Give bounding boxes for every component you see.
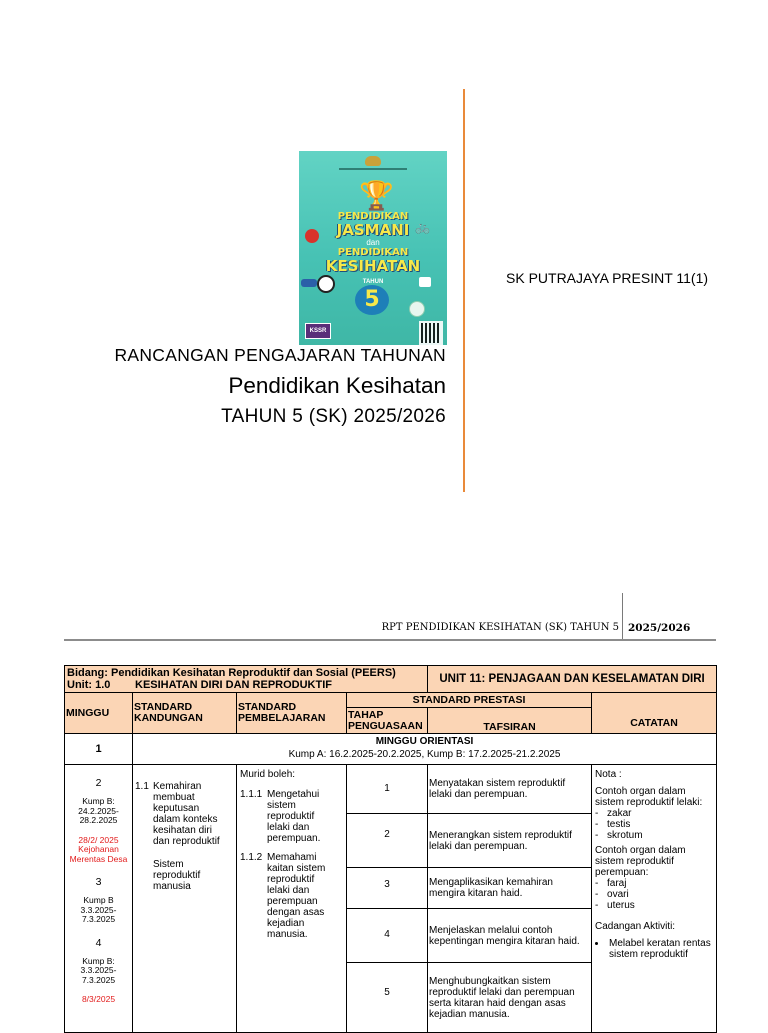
header-row-1: [65, 693, 717, 708]
list-item: - uterus: [595, 900, 713, 911]
qr-code-icon: [419, 321, 443, 345]
cover-title-line3: PENDIDIKAN: [337, 247, 409, 258]
tafsiran-1: Menyatakan sistem reproduktif lelaki dan perempuan.: [428, 765, 592, 814]
bidang-cell: [65, 666, 428, 693]
sp-number: 1.1.1: [240, 789, 263, 800]
sp-item: [240, 789, 344, 844]
list-item: - ovari: [595, 889, 713, 900]
catatan-female-intro: Contoh organ dalam sistem reproduktif perempuan:: [595, 845, 686, 878]
bicycle-icon: 🚲: [415, 220, 430, 234]
orientation-title: MINGGU ORIENTASI: [375, 735, 474, 747]
orientation-week: 1: [65, 734, 133, 765]
rpt-table: [64, 665, 717, 1033]
week-4-dates: Kump B: 3.3.2025- 7.3.2025: [80, 955, 117, 985]
header-standard-kandungan: STANDARD KANDUNGAN: [133, 693, 237, 734]
list-item: - skrotum: [595, 830, 713, 841]
tp-5: 5: [347, 963, 428, 1033]
cover-title-line4: KESIHATAN: [325, 257, 421, 275]
book-cover-image: [299, 151, 447, 345]
week-4-event: 8/3/2025: [81, 994, 116, 1004]
unit-line: [67, 679, 425, 691]
list-item: - zakar: [595, 808, 713, 819]
tafsiran-3: Mengaplikasikan kemahiran mengira kitaran haid.: [428, 868, 592, 909]
shoe-icon: [301, 279, 317, 287]
ministry-strip: [339, 168, 407, 170]
sk-number: 1.1: [135, 781, 149, 792]
crest-icon: [365, 156, 381, 166]
cover-title-dan: dan: [366, 238, 380, 247]
sp-item: [240, 852, 344, 940]
unit-code: Unit: 1.0: [67, 679, 111, 691]
header-tafsiran: TAFSIRAN: [428, 708, 592, 734]
cover-year-badge: 5: [355, 285, 389, 315]
male-organ-list: [595, 808, 713, 841]
list-item: - faraj: [595, 878, 713, 889]
page-header-title: RPT PENDIDIKAN KESIHATAN (SK) TAHUN 5: [381, 622, 619, 633]
header-catatan: CATATAN: [592, 693, 717, 734]
week-2: 2: [95, 777, 102, 789]
week-4: 4: [95, 936, 102, 949]
catatan-cell: [592, 765, 717, 1033]
sk-topic: Sistem reproduktif manusia: [153, 859, 201, 892]
week-2-dates: Kump B: 24.2.2025- 28.2.2025: [78, 796, 119, 825]
sp-number: 1.1.2: [240, 852, 263, 863]
standard-kandungan-cell: [133, 765, 237, 1033]
catatan-male-intro: Contoh organ dalam sistem reproduktif lelaki:: [595, 786, 703, 808]
ball-icon: [409, 301, 425, 317]
tafsiran-4: Menjelaskan melalui contoh kepentingan mengira kitaran haid.: [428, 909, 592, 963]
sp-intro: Murid boleh:: [240, 769, 296, 780]
document-title: RANCANGAN PENGAJARAN TAHUNAN: [114, 345, 446, 365]
first-aid-icon: [419, 277, 431, 287]
sp-text: Memahami kaitan sistem reproduktif lelaki dan perempuan dengan asas kejadian manusia.: [267, 852, 326, 940]
school-name: SK PUTRAJAYA PRESINT 11(1): [506, 270, 709, 286]
header-minggu: MINGGU: [65, 693, 133, 734]
prestasi-row-1: [65, 765, 717, 814]
standard-pembelajaran-cell: [237, 765, 347, 1033]
header-standard-prestasi: STANDARD PRESTASI: [347, 693, 592, 708]
header-tahap-penguasaan: TAHAP PENGUASAAN: [347, 708, 428, 734]
aktiviti-list: [595, 938, 713, 960]
trophy-icon: 🏆: [359, 180, 394, 211]
sk-item: [135, 781, 234, 847]
sp-text: Mengetahui sistem reproduktif lelaki dan perempuan.: [267, 789, 321, 844]
page-header-year: 2025/2026: [628, 622, 691, 634]
cover-divider: [463, 89, 465, 492]
orientation-dates: Kump A: 16.2.2025-20.2.2025, Kump B: 17.2.2025-21.2.2025: [288, 748, 561, 760]
tp-4: 4: [347, 909, 428, 963]
cover-title-line1: PENDIDIKAN: [337, 211, 409, 222]
football-icon: [317, 275, 335, 293]
cover-title-line2: JASMANI: [336, 221, 410, 239]
orientation-row: [65, 734, 717, 765]
week-2-event: 28/2/ 2025 Kejohanan Merentas Desa: [69, 834, 128, 864]
unit-header-row: [65, 666, 717, 693]
weeks-cell: [65, 765, 133, 1033]
tp-2: 2: [347, 814, 428, 868]
orientation-cell: [133, 734, 717, 765]
tafsiran-5: Menghubungkaitkan sistem reproduktif lelaki dan perempuan serta kitaran haid dengan asas kejadian manusia.: [428, 963, 592, 1033]
week-3-dates: Kump B 3.3.2025- 7.3.2025: [80, 895, 117, 924]
subject-title: Pendidikan Kesihatan: [228, 373, 446, 398]
tp-3: 3: [347, 868, 428, 909]
catatan-nota: Nota :: [595, 769, 622, 780]
year-title: TAHUN 5 (SK) 2025/2026: [221, 406, 446, 427]
page-header-separator: [622, 593, 623, 639]
bidang-line: Bidang: Pendidikan Kesihatan Reproduktif dan Sosial (PEERS): [67, 667, 396, 679]
kssr-logo: KSSR: [305, 323, 331, 339]
female-organ-list: [595, 878, 713, 911]
unit-title: KESIHATAN DIRI DAN REPRODUKTIF: [135, 679, 332, 691]
tp-1: 1: [347, 765, 428, 814]
page-header-rule: [64, 639, 716, 641]
cover-year-label: TAHUN: [362, 279, 384, 285]
week-3: 3: [95, 876, 102, 888]
list-item: • Melabel keratan rentas sistem reproduktif: [607, 938, 713, 960]
sk-text: Kemahiran membuat keputusan dalam konteks kesihatan diri dan reproduktif: [153, 781, 220, 847]
unit-right-cell: UNIT 11: PENJAGAAN DAN KESELAMATAN DIRI: [428, 666, 717, 693]
tafsiran-2: Menerangkan sistem reproduktif lelaki dan perempuan.: [428, 814, 592, 868]
list-item: - testis: [595, 819, 713, 830]
header-standard-pembelajaran: STANDARD PEMBELAJARAN: [237, 693, 347, 734]
catatan-aktiviti-title: Cadangan Aktiviti:: [595, 921, 676, 932]
book-cover-title: [299, 211, 447, 274]
